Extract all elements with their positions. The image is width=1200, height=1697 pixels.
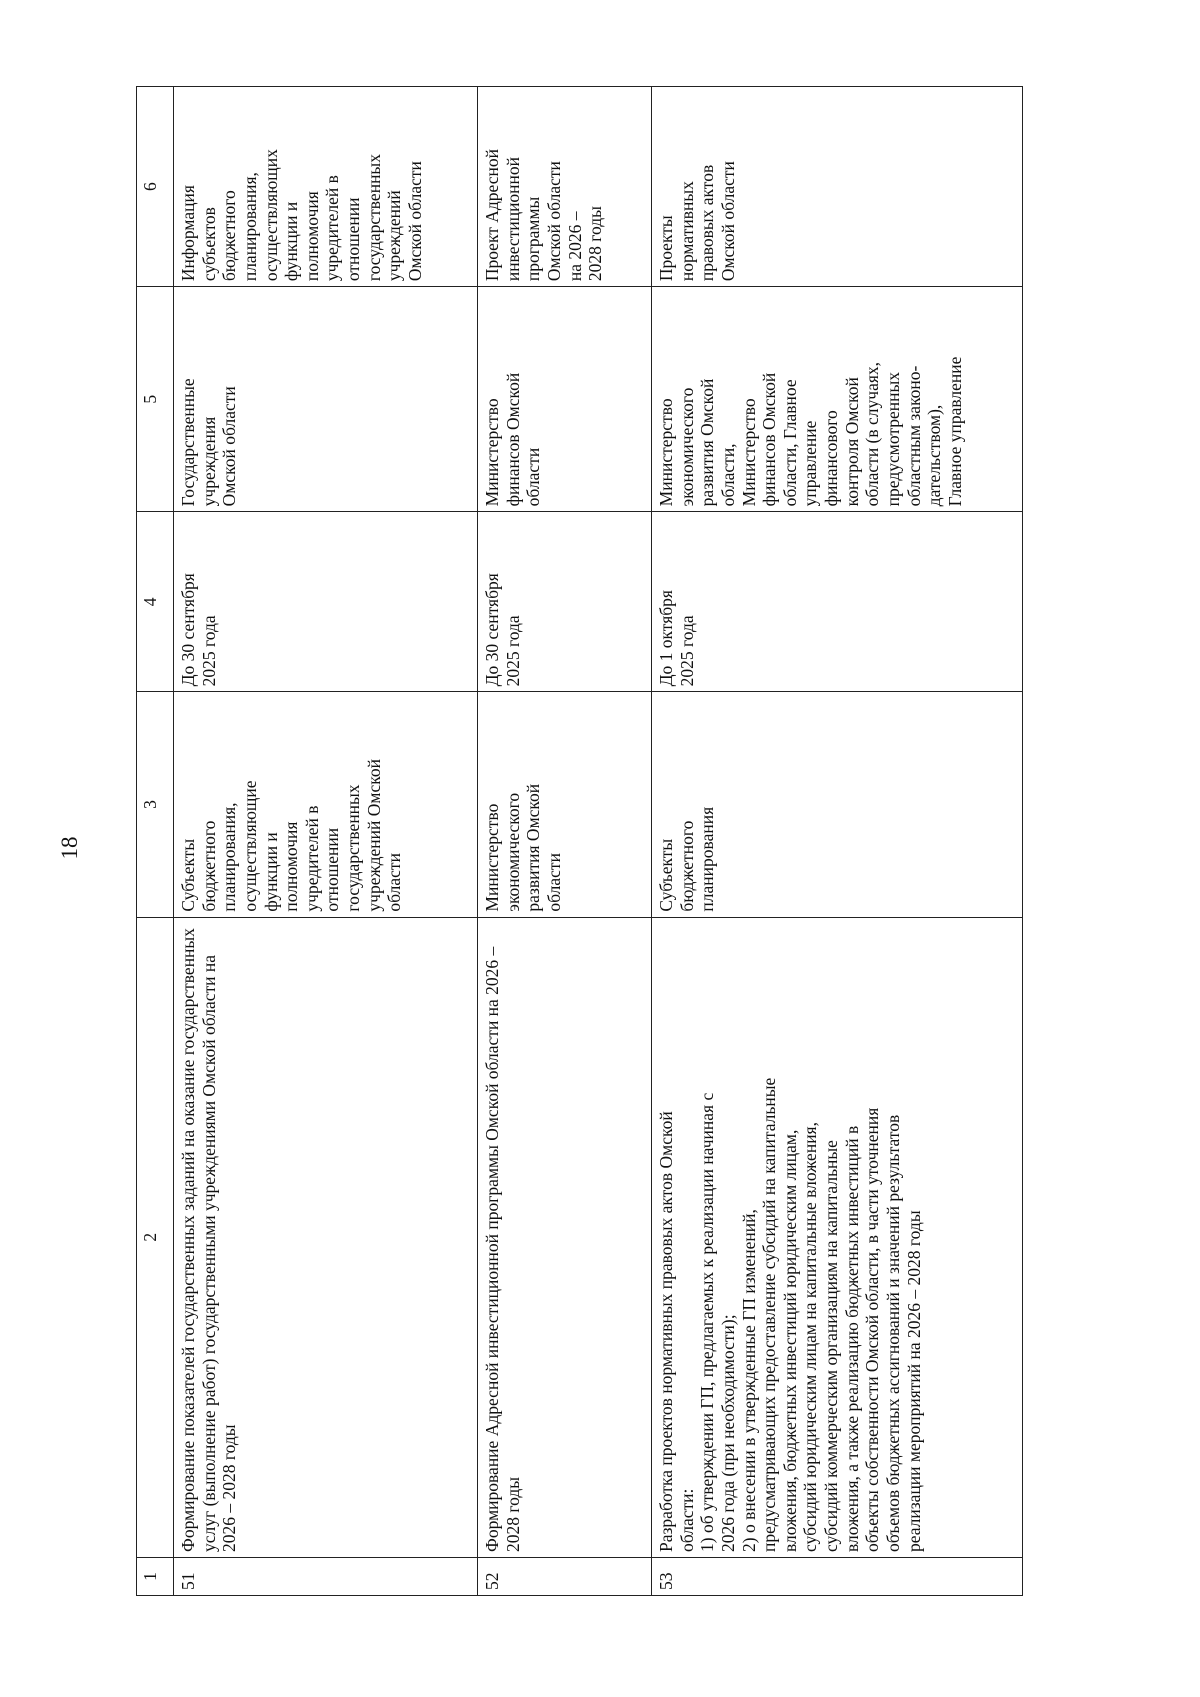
header-col-1: 1 <box>137 1557 174 1595</box>
recipient-cell: Государственные учреждения Омской области <box>174 287 478 512</box>
page-number: 18 <box>57 836 82 860</box>
result-cell: Информация субъектов бюджетного планирования, осуществляющих функции и полномочия учредителей в отношении государственных учреждений Омской области <box>174 87 478 287</box>
deadline-cell: До 30 сентября 2025 года <box>478 512 652 692</box>
header-col-2: 2 <box>137 917 174 1557</box>
row-number: 51 <box>174 1557 478 1595</box>
responsible-cell: Субъекты бюджетного планирования <box>652 692 1023 917</box>
deadline-cell: До 1 октября 2025 года <box>652 512 1023 692</box>
responsible-cell: Субъекты бюджетного планирования, осуществляющие функции и полномочия учредителей в отношении государственных учреждений Омской области <box>174 692 478 917</box>
recipient-cell: Министерство экономического развития Омской области, Министерство финансов Омской области, Главное управление финансового контроля Омской области (в случаях, предусмотренных областным законо- дательством), Главное управление <box>652 287 1023 512</box>
activity-cell: Разработка проектов нормативных правовых актов Омской области: 1) об утверждении ГП, предлагаемых к реализации начиная с 2026 года (при необходимости); 2) о внесении в утвержденные ГП изменений, предусматривающих предоставление субсидий на капитальные вложения, бюджетных инвестиций юридическим лицам, субсидий юридическим лицам на капитальные вложения, субсидий коммерческим организациям на капитальные вложения, а также реализацию бюджетных инвестиций в объекты собственности Омской области, в части уточнения объемов бюджетных ассигнований и значений результатов реализации мероприятий на 2026 – 2028 годы <box>652 917 1023 1557</box>
activity-cell: Формирование показателей государственных заданий на оказание государственных услуг (выполнение работ) государственными учреждениями Омской области на 2026 – 2028 годы <box>174 917 478 1557</box>
header-col-3: 3 <box>137 692 174 917</box>
activity-cell: Формирование Адресной инвестиционной программы Омской области на 2026 – 2028 годы <box>478 917 652 1557</box>
schedule-table <box>136 86 1023 1596</box>
table-row <box>652 87 1023 1596</box>
deadline-cell: До 30 сентября 2025 года <box>174 512 478 692</box>
result-cell: Проекты нормативных правовых актов Омской области <box>652 87 1023 287</box>
rotated-table-container <box>136 86 1066 1596</box>
recipient-cell: Министерство финансов Омской области <box>478 287 652 512</box>
header-col-4: 4 <box>137 512 174 692</box>
header-col-5: 5 <box>137 287 174 512</box>
table-row <box>478 87 652 1596</box>
header-col-6: 6 <box>137 87 174 287</box>
responsible-cell: Министерство экономического развития Омской области <box>478 692 652 917</box>
table-row <box>174 87 478 1596</box>
row-number: 53 <box>652 1557 1023 1595</box>
result-cell: Проект Адресной инвестиционной программы Омской области на 2026 – 2028 годы <box>478 87 652 287</box>
header-row <box>137 87 174 1596</box>
row-number: 52 <box>478 1557 652 1595</box>
